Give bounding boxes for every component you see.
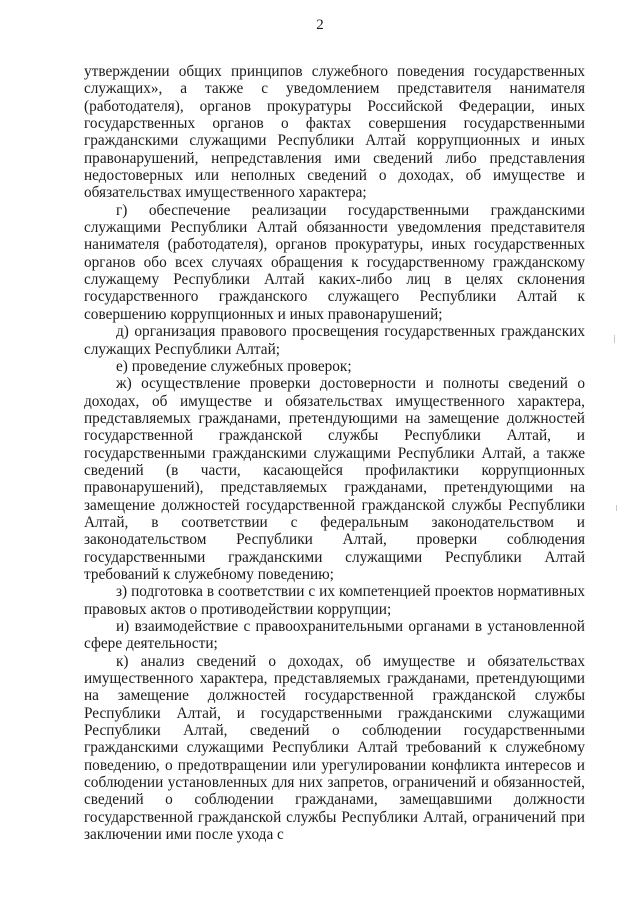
page-number: 2 (316, 17, 324, 33)
paragraph-item-z: з) подготовка в соответствии с их компетенцией проектов нормативных правовых актов о противодействии коррупции; (84, 583, 585, 618)
scan-artifact (614, 335, 615, 343)
paragraph-item-g: г) обеспечение реализации государственными гражданскими служащими Республики Алтай обязанности уведомления представителя нанимателя (работодателя), органов прокуратуры, иных государственных органов обо всех случаях обращения к государственному гражданскому служащему Республики Алтай каких-либо лиц в целях склонения государственного гражданского служащего Республики Алтай к совершению коррупционных и иных правонарушений; (84, 201, 585, 323)
document-body (84, 63, 585, 843)
scan-artifact (616, 505, 617, 511)
paragraph-item-k: к) анализ сведений о доходах, об имуществе и обязательствах имущественного характера, представляемых гражданами, претендующими на замещение должностей государственной гражданской службы Республики Алтай, и государственными гражданскими служащими Республики Алтай, сведений о соблюдении государственными гражданскими служащими Республики Алтай требований к служебному поведению, о предотвращении или урегулировании конфликта интересов и соблюдении установленных для них запретов, ограничений и обязанностей, сведений о соблюдении гражданами, замещавшими должности государственной гражданской службы Республики Алтай, ограничений при заключении ими после ухода с (84, 652, 585, 844)
paragraph-continuation: утверждении общих принципов служебного поведения государственных служащих», а также с уведомлением представителя нанимателя (работодателя), органов прокуратуры Российской Федерации, иных государственных органов о фактах совершения государственными гражданскими служащими Республики Алтай коррупционных и иных правонарушений, непредставления ими сведений либо представления недостоверных или неполных сведений о доходах, об имуществе и обязательствах имущественного характера; (84, 63, 585, 202)
paragraph-item-e: е) проведение служебных проверок; (116, 357, 352, 375)
paragraph-item-d: д) организация правового просвещения государственных гражданских служащих Республики Алтай; (84, 323, 585, 358)
paragraph-item-i: и) взаимодействие с правоохранительными органами в установленной сфере деятельности; (84, 618, 585, 653)
paragraph-item-zh: ж) осуществление проверки достоверности и полноты сведений о доходах, об имуществе и обязательствах имущественного характера, представляемых гражданами, претендующими на замещение должностей государственной гражданской службы Республики Алтай, и государственными гражданскими служащими Республики Алтай, а также сведений (в части, касающейся профилактики коррупционных правонарушений), представляемых гражданами, претендующими на замещение должностей государственной гражданской службы Республики Алтай, в соответствии с федеральным законодательством и законодательством Республики Алтай, проверки соблюдения государственными гражданскими служащими Республики Алтай требований к служебному поведению; (84, 375, 585, 583)
